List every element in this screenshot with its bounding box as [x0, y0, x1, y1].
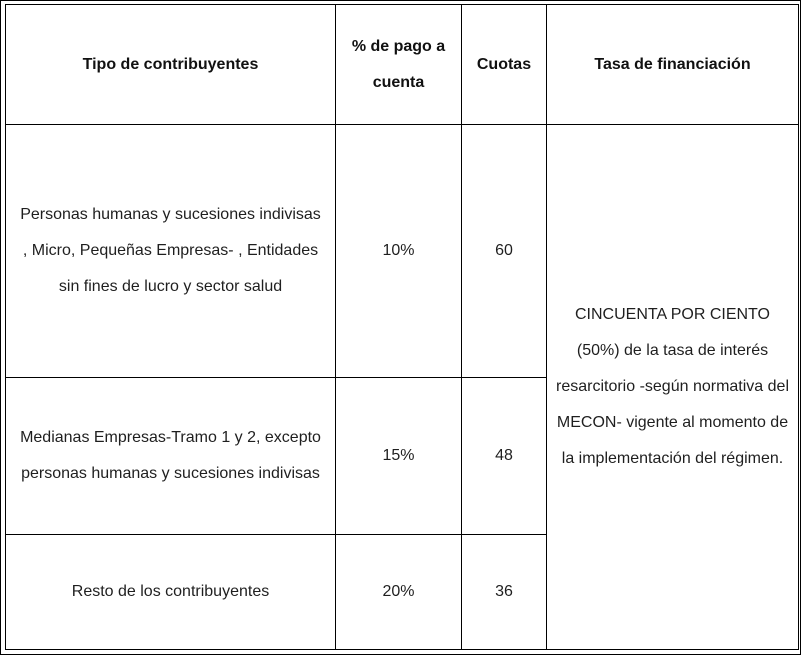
- cell-tipo-contribuyente: Resto de los contribuyentes: [6, 535, 336, 650]
- cell-tipo-contribuyente: Personas humanas y sucesiones indivisas , Micro, Pequeñas Empresas- , Entidades sin fines de lucro y sector salud: [6, 125, 336, 378]
- table-header-row: [6, 5, 799, 125]
- contribuyentes-table: [5, 4, 799, 650]
- header-cuotas: Cuotas: [462, 5, 547, 125]
- cell-tipo-contribuyente: Medianas Empresas-Tramo 1 y 2, excepto personas humanas y sucesiones indivisas: [6, 378, 336, 535]
- cell-tasa-financiacion: CINCUENTA POR CIENTO (50%) de la tasa de interés resarcitorio -según normativa del MECON- vigente al momento de la implementación del régimen.: [547, 125, 799, 650]
- cell-pago-a-cuenta: 15%: [336, 378, 462, 535]
- cell-cuotas: 48: [462, 378, 547, 535]
- header-tipo-contribuyentes: Tipo de contribuyentes: [6, 5, 336, 125]
- cell-pago-a-cuenta: 20%: [336, 535, 462, 650]
- header-pago-a-cuenta: % de pago a cuenta: [336, 5, 462, 125]
- table-row: [6, 125, 799, 378]
- cell-cuotas: 36: [462, 535, 547, 650]
- header-tasa-financiacion: Tasa de financiación: [547, 5, 799, 125]
- cell-pago-a-cuenta: 10%: [336, 125, 462, 378]
- cell-cuotas: 60: [462, 125, 547, 378]
